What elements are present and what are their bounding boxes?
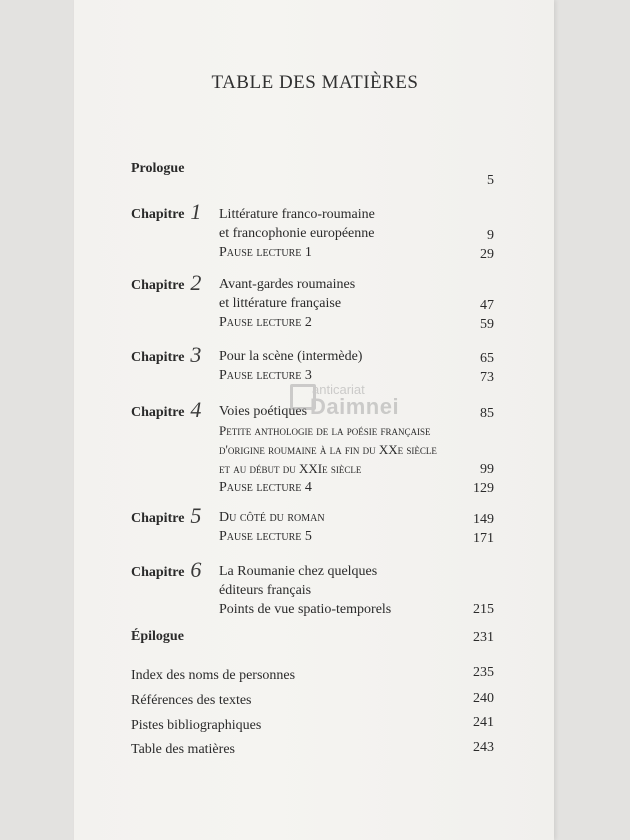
chapter-2-pause-page: 59 bbox=[480, 317, 494, 332]
chapter-2-number: 2 bbox=[190, 270, 202, 295]
chapter-2-title-line-1: Avant-gardes roumaines bbox=[219, 277, 356, 292]
chapter-3-label: Chapitre 3 bbox=[131, 342, 202, 367]
chapter-1-title-line-1: Littérature franco-roumaine bbox=[219, 207, 375, 222]
chapter-3-page: 65 bbox=[480, 351, 494, 366]
prologue-page: 5 bbox=[487, 173, 494, 188]
chapter-5-page: 149 bbox=[473, 512, 494, 527]
chapter-4-anthology-line-2: d'origine roumaine à la fin du XXe siècle bbox=[219, 442, 437, 457]
chapter-6-number: 6 bbox=[190, 557, 202, 582]
backmatter-toc-page: 243 bbox=[473, 740, 494, 755]
chapter-3-pause-page: 73 bbox=[480, 370, 494, 385]
backmatter-index-page: 235 bbox=[473, 665, 494, 680]
watermark-big-text: Daimnei bbox=[310, 394, 400, 419]
epilogue-page: 231 bbox=[473, 630, 494, 645]
chapter-6-title-line-3: Points de vue spatio-temporels bbox=[219, 602, 392, 617]
chapter-2-title-line-2: et littérature française bbox=[219, 296, 342, 311]
chapter-5-pause-lecture: Pause lecture 5 bbox=[219, 529, 312, 544]
chapter-1-pause-page: 29 bbox=[480, 247, 494, 262]
chapter-5-label: Chapitre 5 bbox=[131, 503, 202, 528]
chapter-6-title-line-2: éditeurs français bbox=[219, 583, 312, 598]
epilogue-label: Épilogue bbox=[131, 629, 184, 644]
chapter-4-anthology-line-1: Petite anthologie de la poésie française bbox=[219, 423, 431, 438]
chapter-5-title-line-1: Du côté du roman bbox=[219, 510, 325, 525]
watermark-logo bbox=[290, 384, 410, 434]
chapter-3-number: 3 bbox=[190, 342, 202, 367]
chapter-3-title-line-1: Pour la scène (intermède) bbox=[219, 349, 363, 364]
prologue-label: Prologue bbox=[131, 161, 185, 176]
chapter-6-title-line-1: La Roumanie chez quelques bbox=[219, 564, 378, 579]
chapter-4-title-line-1: Voies poétiques bbox=[219, 404, 308, 419]
chapter-6-label: Chapitre 6 bbox=[131, 557, 202, 582]
chapter-4-pause-page: 129 bbox=[473, 481, 494, 496]
chapter-4-number: 4 bbox=[190, 397, 202, 422]
backmatter-toc: Table des matières bbox=[131, 742, 235, 757]
chapter-1-pause-lecture: Pause lecture 1 bbox=[219, 245, 312, 260]
backmatter-index: Index des noms de personnes bbox=[131, 668, 296, 683]
backmatter-bibliography-page: 241 bbox=[473, 715, 494, 730]
page-title: TABLE DES MATIÈRES bbox=[211, 72, 419, 93]
chapter-3-pause-lecture: Pause lecture 3 bbox=[219, 368, 312, 383]
chapter-4-anthology-page: 99 bbox=[480, 462, 494, 477]
chapter-2-page: 47 bbox=[480, 298, 494, 313]
chapter-2-pause-lecture: Pause lecture 2 bbox=[219, 315, 312, 330]
chapter-1-label: Chapitre 1 bbox=[131, 199, 202, 224]
chapter-1-title-line-2: et francophonie européenne bbox=[219, 226, 375, 241]
chapter-4-anthology-line-3: et au début du XXIe siècle bbox=[219, 461, 362, 476]
chapter-1-page: 9 bbox=[487, 228, 494, 243]
chapter-4-page: 85 bbox=[480, 406, 494, 421]
chapter-6-page: 215 bbox=[473, 602, 494, 617]
chapter-1-number: 1 bbox=[190, 199, 202, 224]
backmatter-bibliography: Pistes bibliographiques bbox=[131, 718, 262, 733]
chapter-4-label: Chapitre 4 bbox=[131, 397, 202, 422]
chapter-2-label: Chapitre 2 bbox=[131, 270, 202, 295]
backmatter-references: Références des textes bbox=[131, 693, 252, 708]
chapter-5-number: 5 bbox=[190, 503, 202, 528]
chapter-4-pause-lecture: Pause lecture 4 bbox=[219, 480, 312, 495]
chapter-5-pause-page: 171 bbox=[473, 531, 494, 546]
backmatter-references-page: 240 bbox=[473, 691, 494, 706]
watermark-small-text: anticariat bbox=[312, 382, 365, 397]
